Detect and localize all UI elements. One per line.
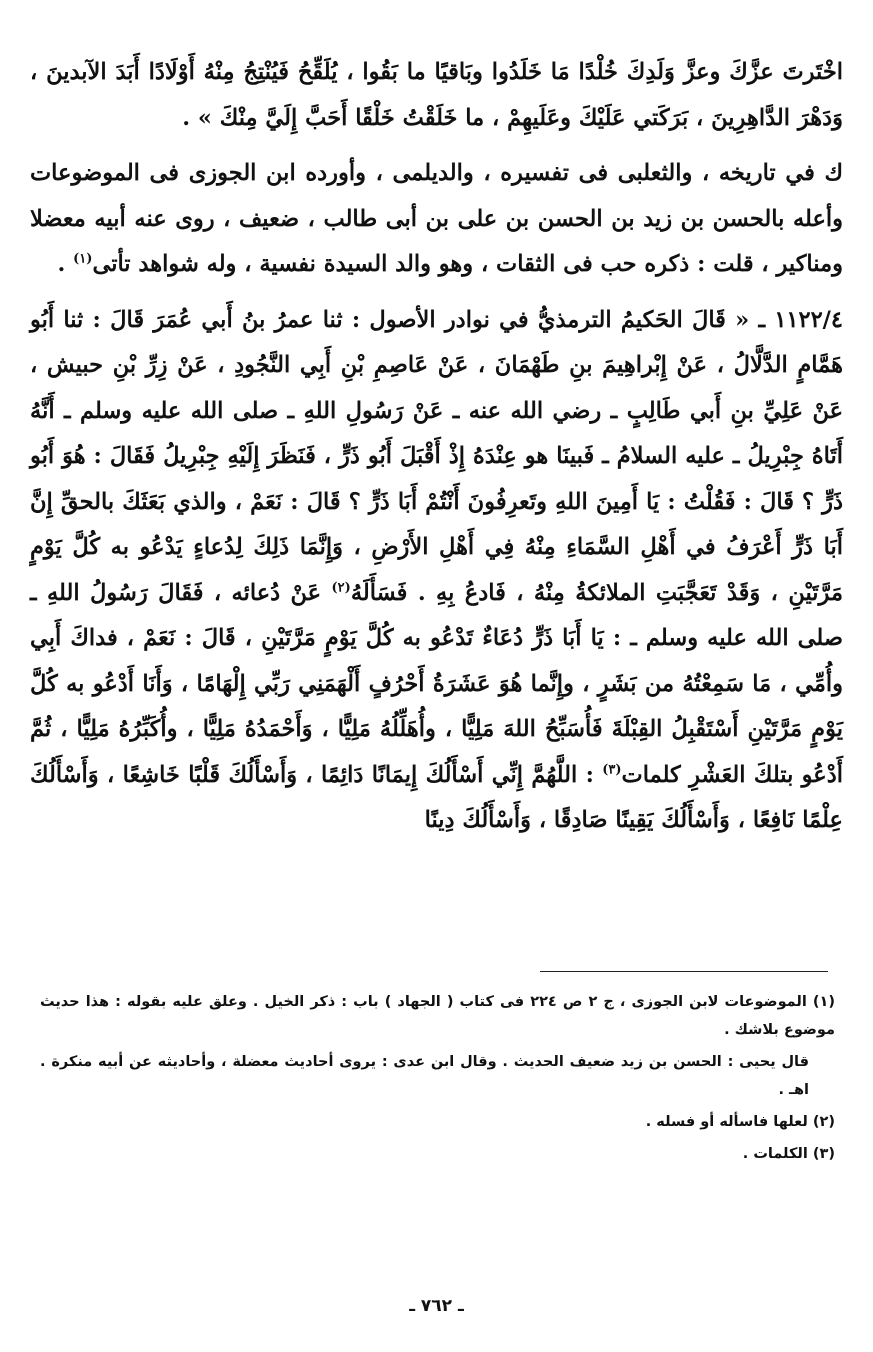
footnote-3: (٣) الكلمات . (742, 1146, 835, 1162)
footnote-2: (٢) لعلها فاسأله أو فسله . (645, 1114, 835, 1130)
paragraph-3-text-b: عَنْ دُعائه ، فَقَالَ رَسُولُ اللهِ ـ صلى الله عليه وسلم ـ : يَا أَبَا ذَرٍّ دُعَاءٌ تَدْعُو به كُلَّ يَوْمٍ مَرَّتَيْنِ ، قَالَ : نَعَمْ ، فداكَ أَبِي وأُمِّي ، مَا سَمِعْتُهُ من بَشَرٍ ، وإِنَّما هُوَ عَشَرَةُ أَحْرُفٍ أَلْهَمَنِي رَبِّي إِلْهَامًا ، وَأَنَا أَدْعُو به كُلَّ يَوْمٍ مَرَّتَيْنِ أَسْتَقْبِلُ القِبْلَةَ فَأُسَبِّحُ اللهَ مَلِيًّا ، وأُهَلِّلُهُ مَلِيًّا ، وَأَحْمَدُهُ مَلِيًّا ، وأُكَبِّرُهُ مَلِيًّا ، ثُمَّ أَدْعُو بتلكَ العَشْرِ كلمات (30, 579, 843, 788)
paragraph-continuation (30, 50, 843, 141)
paragraph-hadith (30, 298, 843, 844)
footnote-ref-2: (٢) (331, 580, 351, 595)
footnote-separator (540, 971, 828, 972)
footnote-ref-1: (١) (73, 251, 93, 267)
footnote-ref-3: (٣) (602, 762, 622, 777)
paragraph-2-end: . (57, 251, 74, 277)
paragraph-commentary (30, 151, 843, 288)
footnotes (40, 988, 835, 1172)
footnote-1: (١) الموضوعات لابن الجوزى ، ج ٢ ص ٢٢٤ فى كتاب ( الجهاد ) باب : ذكر الخيل . وعلق عليه بقوله : هذا حديث موضوع بلاشك . (40, 994, 835, 1038)
paragraph-gap (30, 141, 843, 151)
paragraph-3-text-a: ١١٢٢/٤ ـ « قَالَ الحَكيمُ الترمذيُّ في نوادر الأصول : ثنا عمرُ بنُ أَبي عُمَرَ قَالَ : ثنا أَبُو هَمَّامٍ الدَّلَّالُ ، عَنْ إِبْراهِيمَ بنِ طَهْمَانَ ، عَنْ عَاصِمِ بْنِ أَبِي النَّجُودِ ، عَنْ زِرِّ بْنِ حبيش ، عَنْ عَلِيِّ بنِ أَبي طَالِبٍ ـ رضي الله عنه ـ عَنْ رَسُولِ اللهِ ـ صلى الله عليه وسلم ـ أَنَّهُ أَتَاهُ جِبْرِيلُ ـ عليه السلامُ ـ فَبينَا هو عِنْدَهُ إِذْ أَقْبَلَ أَبُو ذَرٍّ ، فَنَظَرَ إِلَيْهِ جِبْرِيلُ فَقَالَ : هُوَ أَبُو ذَرٍّ ؟ قَالَ : فَقُلْتُ : يَا أَمِينَ اللهِ وتَعرِفُونَ أَنْتُمْ أَبَا ذَرٍّ ؟ قَالَ : نَعَمْ ، والذي بَعَثَكَ بالحقِّ إِنَّ أَبَا ذَرٍّ أَعْرَفُ في أَهْلِ السَّمَاءِ مِنْهُ فِي أَهْلِ الأَرْضِ ، وَإِنَّمَا ذَلِكَ لِدُعاءٍ يَدْعُو به كُلَّ يَوْمٍ مَرَّتَيْنِ ، وَقَدْ تَعَجَّبَتِ الملائكةُ مِنْهُ ، فَادعُ بِهِ . فَسَأَلَهُ (30, 306, 843, 606)
paragraph-2-text: ك في تاريخه ، والثعلبى فى تفسيره ، والديلمى ، وأورده ابن الجوزى فى الموضوعات وأعله بالحسن بن زيد بن الحسن بن على بن أبى طالب ، ضعيف ، روى عنه أبيه معضلا ومناكير ، قلت : ذكره حب فى الثقات ، وهو والد السيدة نفسية ، وله شواهد تأتى (30, 160, 843, 277)
paragraph-3-text-c: : اللَّهُمَّ إِنِّي أَسْأَلُكَ إِيمَانًا دَائِمًا ، وَأَسْأَلُكَ قَلْبًا خَاشِعًا ، وَأَسْأَلُكَ عِلْمًا نَافِعًا ، وَأَسْأَلُكَ يَقِينًا صَادِقًا ، وَأَسْأَلُكَ دِينًا (30, 761, 843, 833)
footnote-1-continued: قال يحيى : الحسن بن زيد ضعيف الحديث . وقال ابن عدى : يروى أحاديث معضلة ، وأحاديثه عن أبيه منكرة . اهـ . (40, 1054, 809, 1098)
main-text (30, 50, 843, 844)
page-number: ـ ٧٦٢ ـ (409, 1296, 464, 1316)
paragraph-gap (30, 288, 843, 298)
paragraph-1-text: اخْتَرتَ عزَّكَ وعزَّ وَلَدِكَ خُلْدًا مَا خَلَدُوا وبَاقيًا ما بَقُوا ، يُلَقِّحُ فَيُنْتِجُ مِنْهُ أَوْلَادًا أَبَدَ الآبدينَ ، وَدَهْرَ الدَّاهِرِينَ ، بَرَكَتي عَلَيْكَ وعَلَيهِمْ ، ما خَلَقْتُ خَلْقًا أَحَبَّ إِلَيَّ مِنْكَ » . (30, 59, 843, 131)
